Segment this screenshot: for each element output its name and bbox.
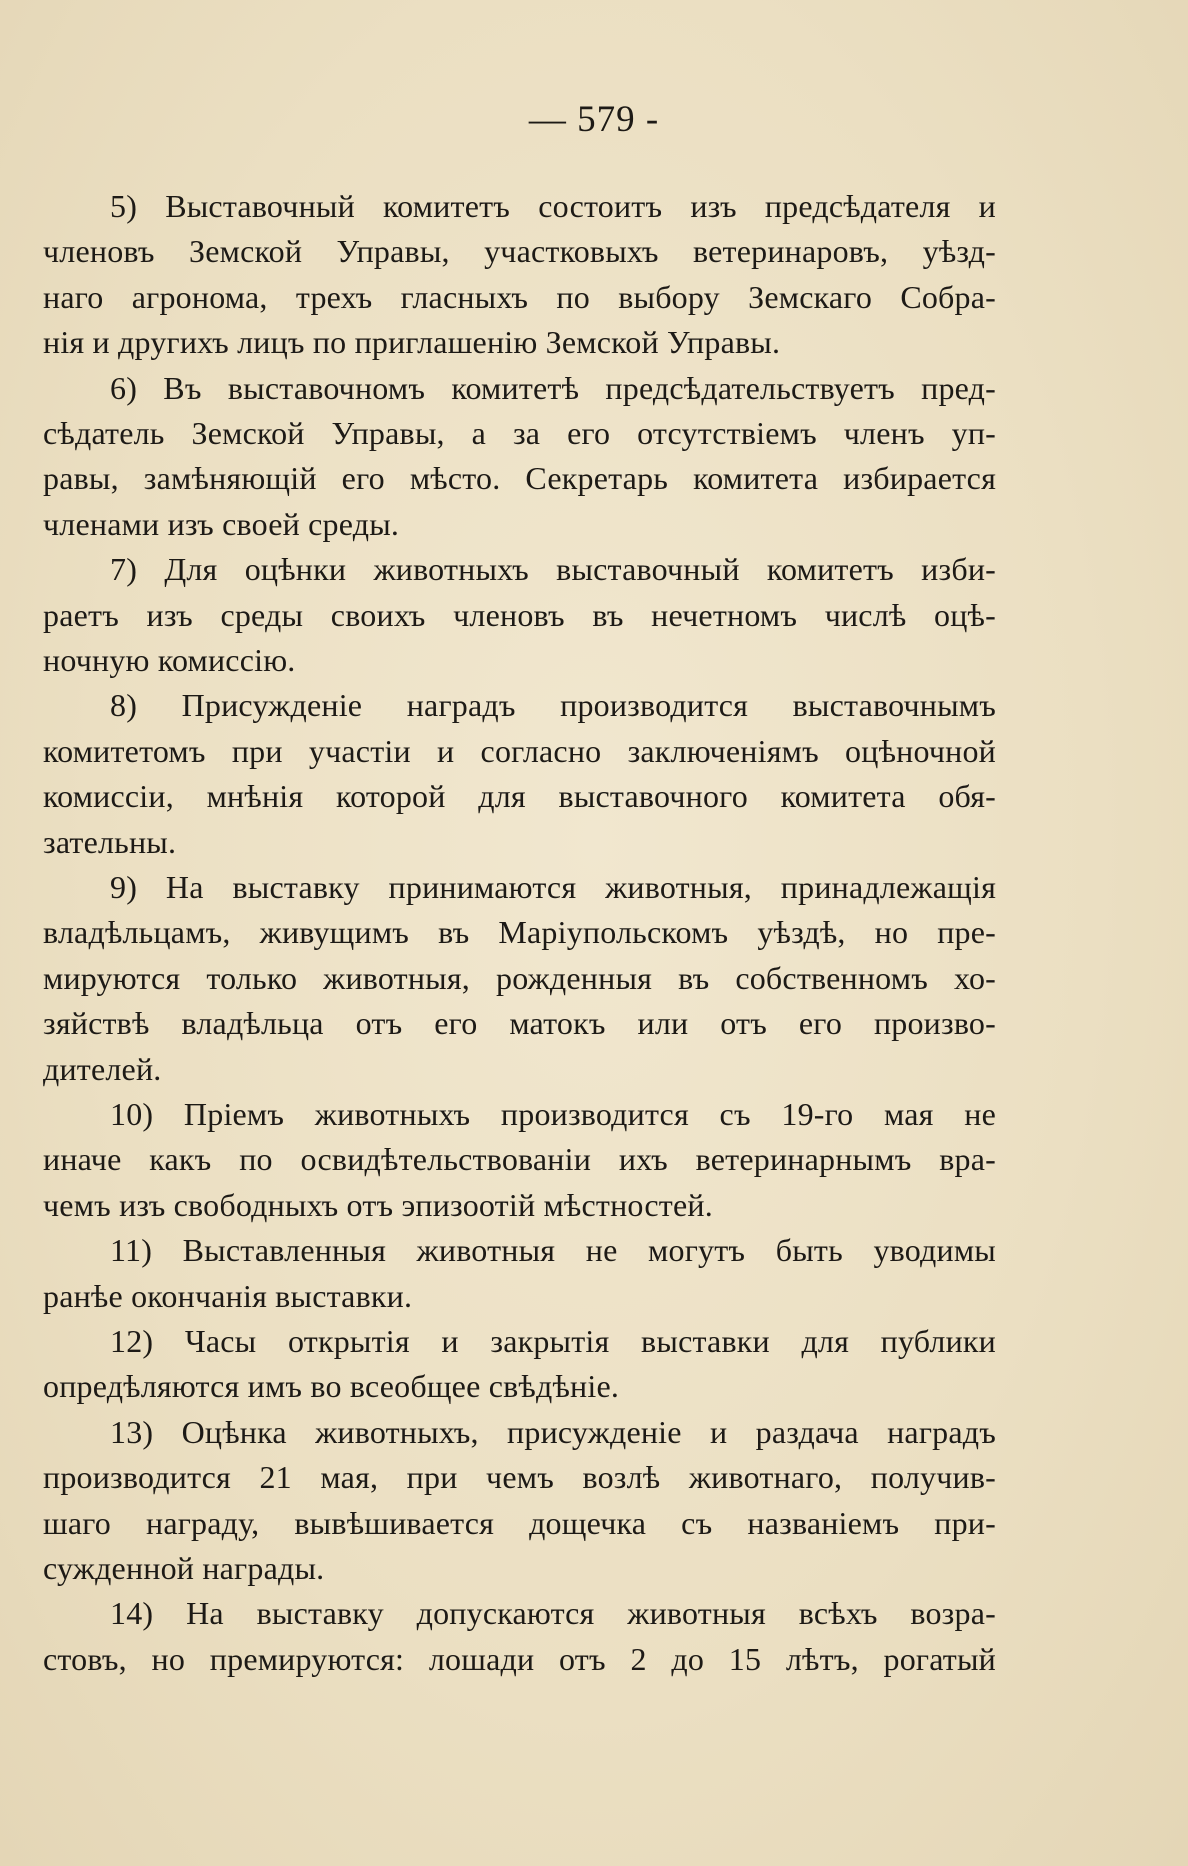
text-line: равы, замѣняющій его мѣсто. Секретарь комитета избирается (43, 460, 996, 496)
text-line: наго агронома, трехъ гласныхъ по выбору Земскаго Собра- (43, 279, 996, 315)
text-line: 13) Оцѣнка животныхъ, присужденіе и раздача наградъ (110, 1414, 996, 1450)
text-line: 8) Присужденіе наградъ производится выставочнымъ (110, 687, 996, 723)
text-line: раетъ изъ среды своихъ членовъ въ нечетномъ числѣ оцѣ- (43, 597, 996, 633)
text-line: стовъ, но премируются: лошади отъ 2 до 15 лѣтъ, рогатый (43, 1641, 996, 1677)
text-line: сужденной награды. (43, 1550, 325, 1586)
text-line: комиссіи, мнѣнія которой для выставочного комитета обя- (43, 778, 996, 814)
text-line: опредѣляются имъ во всеобщее свѣдѣніе. (43, 1368, 620, 1404)
text-line: 7) Для оцѣнки животныхъ выставочный комитетъ изби- (110, 551, 996, 587)
text-line: зательны. (43, 824, 177, 860)
text-line: 12) Часы открытія и закрытія выставки для публики (110, 1323, 996, 1359)
text-line: владѣльцамъ, живущимъ въ Маріупольскомъ уѣздѣ, но пре- (43, 914, 996, 950)
text-line: шаго награду, вывѣшивается дощечка съ названіемъ при- (43, 1505, 996, 1541)
text-line: сѣдатель Земской Управы, а за его отсутствіемъ членъ уп- (43, 415, 996, 451)
text-line: 9) На выставку принимаются животныя, принадлежащія (110, 869, 996, 905)
text-line: нія и другихъ лицъ по приглашенію Земской Управы. (43, 324, 781, 360)
text-line: иначе какъ по освидѣтельствованіи ихъ ветеринарнымъ вра- (43, 1141, 996, 1177)
text-line: производится 21 мая, при чемъ возлѣ животнаго, получив- (43, 1459, 996, 1495)
text-line: ранѣе окончанія выставки. (43, 1278, 413, 1314)
text-line: членами изъ своей среды. (43, 506, 400, 542)
text-line: зяйствѣ владѣльца отъ его матокъ или отъ его произво- (43, 1005, 996, 1041)
text-line: 6) Въ выставочномъ комитетѣ предсѣдательствуетъ пред- (110, 370, 996, 406)
text-line: чемъ изъ свободныхъ отъ эпизоотій мѣстностей. (43, 1187, 713, 1223)
text-line: мируются только животныя, рожденныя въ собственномъ хо- (43, 960, 996, 996)
text-line: членовъ Земской Управы, участковыхъ ветеринаровъ, уѣзд- (43, 233, 996, 269)
page-number: — 579 - (528, 99, 660, 140)
text-line: дителей. (43, 1051, 162, 1087)
text-line: 14) На выставку допускаются животныя всѣхъ возра- (110, 1595, 996, 1631)
text-line: ночную комиссію. (43, 642, 296, 678)
text-line: 5) Выставочный комитетъ состоитъ изъ предсѣдателя и (110, 188, 996, 224)
text-line: комитетомъ при участіи и согласно заключеніямъ оцѣночной (43, 733, 996, 769)
text-line: 10) Пріемъ животныхъ производится съ 19-го мая не (110, 1096, 996, 1132)
text-line: 11) Выставленныя животныя не могутъ быть уводимы (110, 1232, 996, 1268)
